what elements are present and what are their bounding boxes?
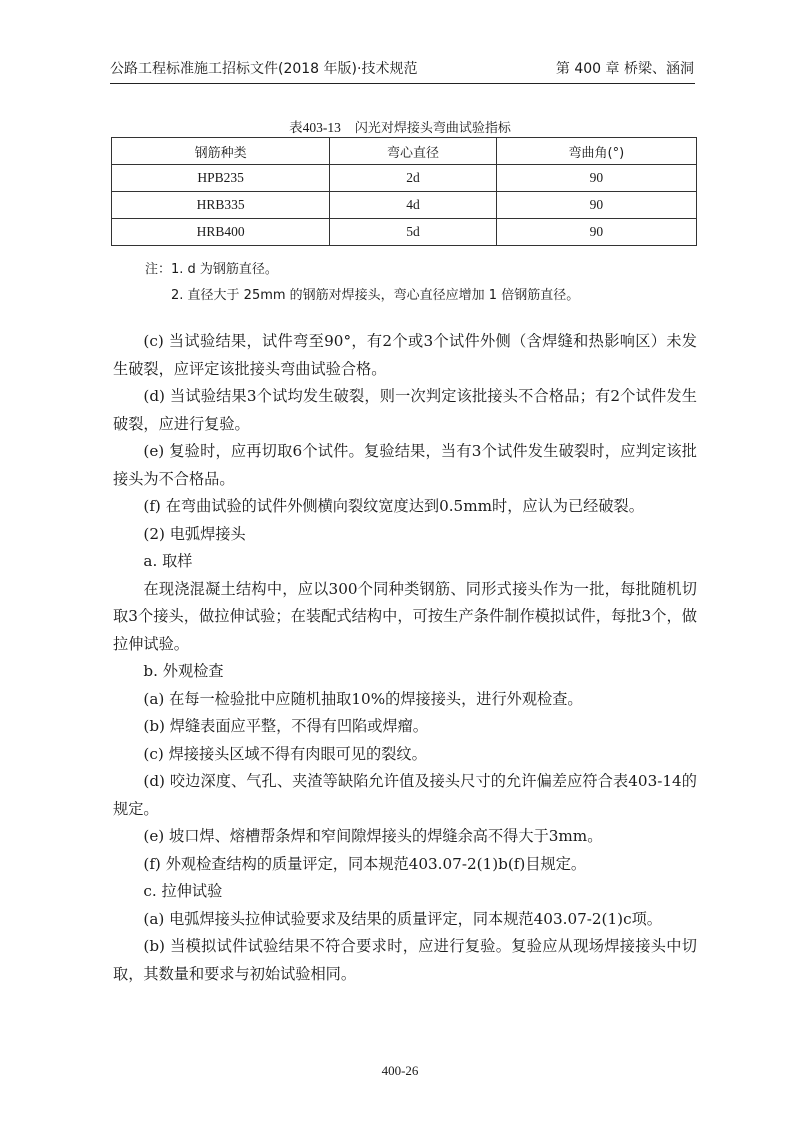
table-caption — [0, 116, 800, 136]
table-number: 表403-13 — [289, 120, 341, 135]
column-header: 钢筋种类 — [112, 138, 330, 165]
table-cell: 2d — [330, 165, 496, 192]
paragraph: (f) 外观检查结构的质量评定，同本规范403.07-2(1)b(f)目规定。 — [143, 854, 587, 873]
table-cell: HPB235 — [112, 165, 330, 192]
table-cell: 90 — [496, 192, 696, 219]
table-note: 2. 直径大于 25mm 的钢筋对焊接头，弯心直径应增加 1 倍钢筋直径。 — [171, 288, 580, 303]
paragraph: (c) 当试验结果，试件弯至90°，有2个或3个试件外侧（含焊缝和热影响区）未发生破裂，应评定该批接头弯曲试验合格。 — [113, 332, 697, 378]
paragraph: 在现浇混凝土结构中，应以300个同种类钢筋、同形式接头作为一批，每批随机切取3个接头，做拉伸试验；在装配式结构中，可按生产条件制作模拟试件，每批3个，做拉伸试验。 — [113, 579, 697, 653]
subsection-heading: a. 取样 — [143, 552, 193, 570]
chapter-title: 第 400 章 桥梁、涵洞 — [555, 61, 694, 77]
table-cell: 5d — [330, 219, 496, 246]
body-text — [113, 328, 697, 988]
column-header: 弯心直径 — [330, 138, 496, 165]
table-row — [112, 165, 697, 192]
bend-test-table — [111, 137, 697, 246]
paragraph: (c) 焊接接头区域不得有肉眼可见的裂纹。 — [143, 744, 427, 763]
page-header — [110, 58, 694, 82]
table-cell: HRB335 — [112, 192, 330, 219]
paragraph: (d) 当试验结果3个试均发生破裂，则一次判定该批接头不合格品；有2个试件发生破裂，应进行复验。 — [113, 387, 697, 433]
paragraph: (b) 当模拟试件试验结果不符合要求时，应进行复验。复验应从现场焊接接头中切取，其数量和要求与初始试验相同。 — [113, 937, 697, 983]
table-header-row — [112, 138, 697, 165]
column-header: 弯曲角(°) — [496, 138, 696, 165]
document-title: 公路工程标准施工招标文件(2018 年版)·技术规范 — [110, 61, 418, 77]
subsection-heading: b. 外观检查 — [143, 662, 224, 680]
table-row — [112, 192, 697, 219]
table-cell: 4d — [330, 192, 496, 219]
table-title: 闪光对焊接头弯曲试验指标 — [354, 121, 511, 136]
paragraph: (e) 坡口焊、熔槽帮条焊和窄间隙焊接头的焊缝余高不得大于3mm。 — [143, 827, 603, 845]
table-cell: 90 — [496, 165, 696, 192]
table-note: 注：1. d 为钢筋直径。 — [145, 262, 278, 277]
subsection-heading: c. 拉伸试验 — [143, 882, 223, 900]
paragraph: (a) 在每一检验批中应随机抽取10%的焊接接头，进行外观检查。 — [143, 689, 583, 708]
paragraph: (e) 复验时，应再切取6个试件。复验结果，当有3个试件发生破裂时，应判定该批接头为不合格品。 — [113, 442, 697, 488]
paragraph: (a) 电弧焊接头拉伸试验要求及结果的质量评定，同本规范403.07-2(1)c项。 — [143, 909, 662, 928]
table-cell: HRB400 — [112, 219, 330, 246]
paragraph: (f) 在弯曲试验的试件外侧横向裂纹宽度达到0.5mm时，应认为已经破裂。 — [143, 497, 644, 515]
page-number: 400-26 — [381, 1063, 419, 1078]
section-heading: (2) 电弧焊接头 — [143, 524, 246, 543]
table-row — [112, 219, 697, 246]
paragraph: (d) 咬边深度、气孔、夹渣等缺陷允许值及接头尺寸的允许偏差应符合表403-14的规定。 — [113, 772, 697, 818]
paragraph: (b) 焊缝表面应平整，不得有凹陷或焊瘤。 — [143, 717, 428, 735]
header-divider — [110, 83, 695, 84]
table-cell: 90 — [496, 219, 696, 246]
